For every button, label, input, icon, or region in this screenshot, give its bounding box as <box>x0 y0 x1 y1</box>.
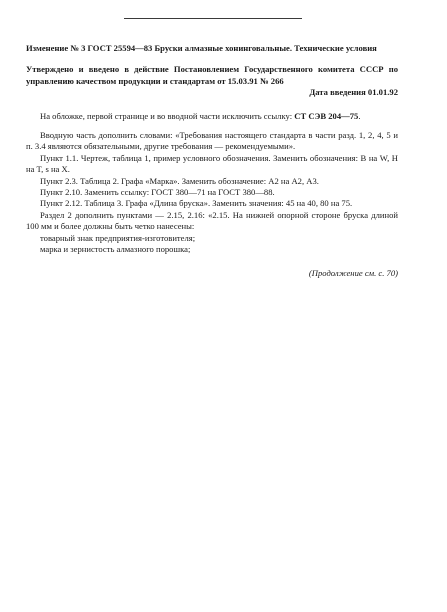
paragraph-item-2-3: Пункт 2.3. Таблица 2. Графа «Марка». Заменить обозначение: А2 на А2, А3. <box>40 175 319 186</box>
effective-date: Дата введения 01.01.92 <box>309 87 398 98</box>
paragraph-item-1-1: Пункт 1.1. Чертеж, таблица 1, пример условного обозначения. Заменить обозначения: B на W, H на T, s на X. <box>26 152 398 175</box>
continuation-note: (Продолжение см. с. 70) <box>308 267 398 278</box>
top-rule <box>124 18 302 19</box>
approval-statement: Утверждено и введено в действие Постановлением Государственного комитета СССР по управлению качеством продукции и стандартам от 15.03.91 № 266 <box>26 64 398 86</box>
cover-reference-end: . <box>358 110 361 121</box>
paragraph-trademark: товарный знак предприятия-изготовителя; <box>40 232 196 243</box>
paragraph-grade-grit: марка и зернистость алмазного порошка; <box>40 244 191 255</box>
paragraph-cover-reference <box>26 111 398 122</box>
amendment-title: Изменение № 3 ГОСТ 25594—83 Бруски алмазные хонинговальные. Технические условия <box>26 43 377 53</box>
paragraph-item-2-10: Пункт 2.10. Заменить ссылку: ГОСТ 380—71 на ГОСТ 380—88. <box>40 187 275 198</box>
paragraph-intro-addition: Вводную часть дополнить словами: «Требования настоящего стандарта в части разд. 1, 2, 4, 5 и п. 3.4 являются обязательными, другие требования — рекомендуемыми». <box>26 130 398 152</box>
paragraph-section-2-addition: Раздел 2 дополнить пунктами — 2.15, 2.16: «2.15. На нижней опорной стороне бруска длиной 100 мм и более должны быть четко нанесены: <box>26 209 398 232</box>
paragraph-item-2-12: Пункт 2.12. Таблица 3. Графа «Длина бруска». Заменить значения: 45 на 40, 80 на 75. <box>40 198 353 209</box>
document-page <box>26 43 398 279</box>
cover-reference-standard: СТ СЭВ 204—75 <box>294 110 359 121</box>
cover-reference-text: На обложке, первой странице и во вводной части исключить ссылку: <box>40 110 295 121</box>
